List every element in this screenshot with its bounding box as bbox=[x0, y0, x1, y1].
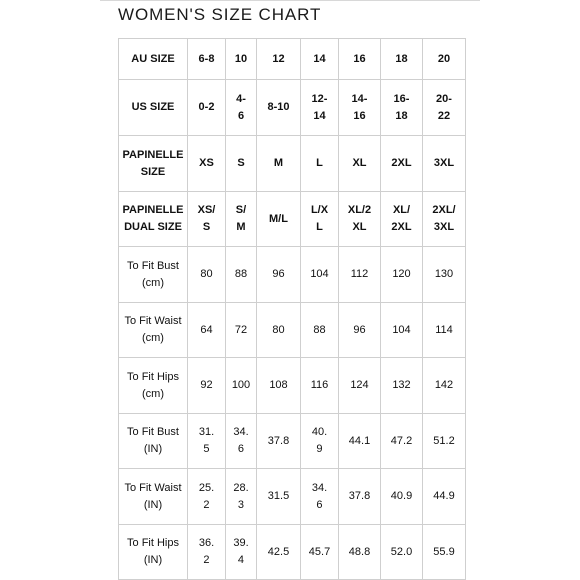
table-cell bbox=[301, 192, 339, 247]
table-cell bbox=[423, 414, 466, 469]
table-cell-text: 92 bbox=[200, 379, 213, 391]
table-cell bbox=[257, 247, 301, 303]
table-cell-text: 0-2 bbox=[198, 101, 215, 113]
table-cell bbox=[226, 414, 257, 469]
table-cell-text: 18 bbox=[395, 52, 408, 65]
table-cell-text: 142 bbox=[434, 379, 454, 391]
row-label bbox=[119, 358, 188, 414]
table-cell-text: 72 bbox=[234, 323, 248, 336]
table-cell-text: 34. 6 bbox=[311, 481, 328, 511]
row-label bbox=[119, 414, 188, 469]
table-row bbox=[119, 525, 466, 580]
table-row bbox=[119, 192, 466, 247]
table-row bbox=[119, 247, 466, 303]
table-cell-text: 116 bbox=[310, 379, 329, 391]
table-cell-text: 10 bbox=[234, 52, 248, 65]
table-row bbox=[119, 358, 466, 414]
table-cell bbox=[381, 39, 423, 80]
table-cell bbox=[226, 136, 257, 192]
table-cell bbox=[381, 358, 423, 414]
table-cell bbox=[188, 80, 226, 136]
table-cell-text: XS/ S bbox=[197, 204, 216, 233]
table-cell bbox=[423, 136, 466, 192]
table-cell bbox=[257, 525, 301, 580]
table-cell-text: 130 bbox=[434, 268, 454, 280]
table-cell bbox=[423, 303, 466, 358]
table-cell-text: 20- 22 bbox=[436, 92, 452, 122]
row-label bbox=[119, 192, 188, 247]
table-cell-text: 31. 5 bbox=[198, 426, 215, 455]
table-cell-text: 80 bbox=[272, 323, 285, 336]
table-cell-text: XS bbox=[199, 157, 214, 169]
row-label bbox=[119, 136, 188, 192]
row-label-text: To Fit Hips (IN) bbox=[127, 537, 179, 566]
table-cell-text: 104 bbox=[310, 268, 329, 280]
table-cell-text: 25. 2 bbox=[198, 481, 215, 511]
table-row bbox=[119, 80, 466, 136]
row-label-text: To Fit Bust (IN) bbox=[127, 426, 179, 455]
table-cell-text: 14 bbox=[313, 52, 326, 65]
table-cell-text: 45.7 bbox=[308, 545, 331, 558]
row-label bbox=[119, 80, 188, 136]
table-cell-text: L bbox=[316, 157, 323, 169]
table-cell-text: 96 bbox=[272, 268, 285, 280]
row-label bbox=[119, 469, 188, 525]
table-cell-text: 3XL bbox=[433, 157, 455, 169]
row-label bbox=[119, 247, 188, 303]
table-cell bbox=[423, 80, 466, 136]
table-cell bbox=[381, 414, 423, 469]
table-cell bbox=[188, 303, 226, 358]
table-cell-text: 6-8 bbox=[198, 52, 215, 65]
table-cell bbox=[339, 192, 381, 247]
row-label-text: To Fit Waist (cm) bbox=[124, 315, 182, 344]
table-cell-text: 34. 6 bbox=[233, 426, 249, 455]
table-cell bbox=[301, 414, 339, 469]
row-label bbox=[119, 39, 188, 80]
table-cell bbox=[423, 247, 466, 303]
table-cell-text: 14- 16 bbox=[351, 92, 368, 122]
table-cell-text: 16- 18 bbox=[393, 92, 410, 122]
table-cell bbox=[188, 469, 226, 525]
table-cell-text: 4- 6 bbox=[236, 92, 246, 122]
table-row bbox=[119, 39, 466, 80]
table-cell bbox=[339, 358, 381, 414]
table-cell-text: 36. 2 bbox=[198, 537, 215, 566]
size-chart-body bbox=[119, 39, 466, 580]
row-label-text: To Fit Waist (IN) bbox=[124, 481, 182, 511]
table-cell bbox=[188, 525, 226, 580]
table-cell-text: 114 bbox=[435, 323, 453, 336]
row-label-text: To Fit Hips (cm) bbox=[127, 370, 179, 400]
table-cell-text: 100 bbox=[231, 379, 251, 391]
table-cell bbox=[339, 414, 381, 469]
table-cell bbox=[301, 136, 339, 192]
table-cell bbox=[226, 192, 257, 247]
table-cell bbox=[226, 39, 257, 80]
table-cell bbox=[423, 192, 466, 247]
table-cell bbox=[381, 469, 423, 525]
table-cell-text: 104 bbox=[392, 323, 411, 336]
table-cell bbox=[301, 247, 339, 303]
table-cell bbox=[339, 525, 381, 580]
table-cell bbox=[381, 136, 423, 192]
table-cell bbox=[423, 525, 466, 580]
table-cell-text: 2XL bbox=[391, 157, 412, 169]
table-cell-text: 88 bbox=[234, 268, 248, 280]
table-cell-text: 8-10 bbox=[267, 101, 290, 113]
table-cell-text: 16 bbox=[353, 52, 366, 65]
table-cell-text: 39. 4 bbox=[233, 537, 249, 566]
table-cell bbox=[257, 80, 301, 136]
table-cell-text: 40.9 bbox=[390, 490, 413, 502]
table-cell-text: 64 bbox=[200, 323, 213, 336]
table-cell-text: XL/2 XL bbox=[347, 204, 372, 233]
table-cell-text: 96 bbox=[353, 323, 366, 336]
table-cell bbox=[339, 80, 381, 136]
table-cell-text: 44.9 bbox=[433, 490, 455, 502]
table-cell bbox=[257, 414, 301, 469]
table-cell-text: 44.1 bbox=[348, 434, 371, 447]
table-cell-text: 47.2 bbox=[390, 434, 413, 447]
table-row bbox=[119, 303, 466, 358]
table-cell bbox=[188, 414, 226, 469]
table-cell-text: 108 bbox=[269, 379, 288, 391]
table-cell-text: 37.8 bbox=[267, 434, 290, 447]
table-cell bbox=[339, 247, 381, 303]
table-cell-text: 20 bbox=[437, 52, 451, 65]
table-cell bbox=[423, 469, 466, 525]
row-label-text: PAPINELLE SIZE bbox=[122, 148, 184, 178]
table-cell bbox=[257, 303, 301, 358]
table-cell bbox=[339, 39, 381, 80]
table-cell-text: XL/ 2XL bbox=[391, 204, 412, 233]
page-title: WOMEN'S SIZE CHART bbox=[118, 5, 322, 24]
table-cell-text: 37.8 bbox=[348, 490, 371, 502]
table-cell bbox=[423, 39, 466, 80]
table-cell-text: 51.2 bbox=[433, 434, 455, 447]
table-cell-text: S/ M bbox=[235, 204, 247, 233]
table-cell bbox=[339, 303, 381, 358]
table-cell bbox=[188, 247, 226, 303]
table-cell bbox=[226, 247, 257, 303]
size-chart-table bbox=[118, 38, 466, 580]
table-cell bbox=[301, 469, 339, 525]
table-cell-text: 88 bbox=[313, 323, 326, 336]
table-cell-text: 80 bbox=[200, 268, 213, 280]
table-cell-text: 12- 14 bbox=[311, 92, 328, 122]
table-cell-text: XL bbox=[352, 157, 367, 169]
table-cell-text: L/X L bbox=[310, 204, 329, 233]
top-divider bbox=[100, 0, 480, 1]
table-cell bbox=[339, 469, 381, 525]
row-label-text: To Fit Bust (cm) bbox=[127, 259, 179, 289]
row-label bbox=[119, 525, 188, 580]
table-row bbox=[119, 136, 466, 192]
table-cell bbox=[257, 469, 301, 525]
table-cell bbox=[188, 192, 226, 247]
table-cell-text: 40. 9 bbox=[311, 426, 328, 455]
table-cell-text: 2XL/ 3XL bbox=[432, 204, 456, 233]
table-cell bbox=[226, 303, 257, 358]
table-cell-text: 31.5 bbox=[267, 490, 290, 502]
table-cell-text: 52.0 bbox=[390, 545, 413, 558]
table-cell bbox=[257, 358, 301, 414]
table-cell bbox=[381, 525, 423, 580]
table-cell bbox=[381, 80, 423, 136]
table-cell bbox=[301, 358, 339, 414]
table-cell bbox=[301, 525, 339, 580]
table-cell bbox=[257, 136, 301, 192]
table-cell bbox=[226, 469, 257, 525]
table-cell bbox=[381, 192, 423, 247]
table-cell bbox=[381, 247, 423, 303]
table-cell-text: 112 bbox=[350, 268, 369, 280]
table-cell bbox=[226, 358, 257, 414]
table-cell bbox=[339, 136, 381, 192]
table-cell bbox=[301, 39, 339, 80]
table-cell bbox=[188, 136, 226, 192]
table-row bbox=[119, 414, 466, 469]
table-cell-text: 12 bbox=[272, 52, 285, 65]
table-cell bbox=[301, 80, 339, 136]
table-cell-text: 48.8 bbox=[348, 545, 371, 558]
row-label-text: PAPINELLE DUAL SIZE bbox=[122, 204, 184, 233]
table-cell-text: 132 bbox=[392, 379, 411, 391]
table-row bbox=[119, 469, 466, 525]
table-cell bbox=[188, 358, 226, 414]
table-cell bbox=[226, 80, 257, 136]
table-cell-text: M bbox=[273, 157, 284, 169]
table-cell-text: 120 bbox=[392, 268, 411, 280]
table-cell-text: 55.9 bbox=[433, 545, 455, 558]
table-cell-text: 42.5 bbox=[267, 545, 290, 558]
table-cell-text: 124 bbox=[350, 379, 369, 391]
row-label bbox=[119, 303, 188, 358]
table-cell bbox=[381, 303, 423, 358]
table-cell bbox=[423, 358, 466, 414]
table-cell bbox=[188, 39, 226, 80]
table-cell bbox=[301, 303, 339, 358]
row-label-text: AU SIZE bbox=[131, 52, 175, 65]
table-cell-text: 28. 3 bbox=[233, 481, 249, 511]
table-cell-text: M/L bbox=[269, 212, 288, 225]
table-cell-text: S bbox=[237, 157, 245, 169]
row-label-text: US SIZE bbox=[131, 101, 175, 113]
table-cell bbox=[257, 192, 301, 247]
table-cell bbox=[257, 39, 301, 80]
table-cell bbox=[226, 525, 257, 580]
